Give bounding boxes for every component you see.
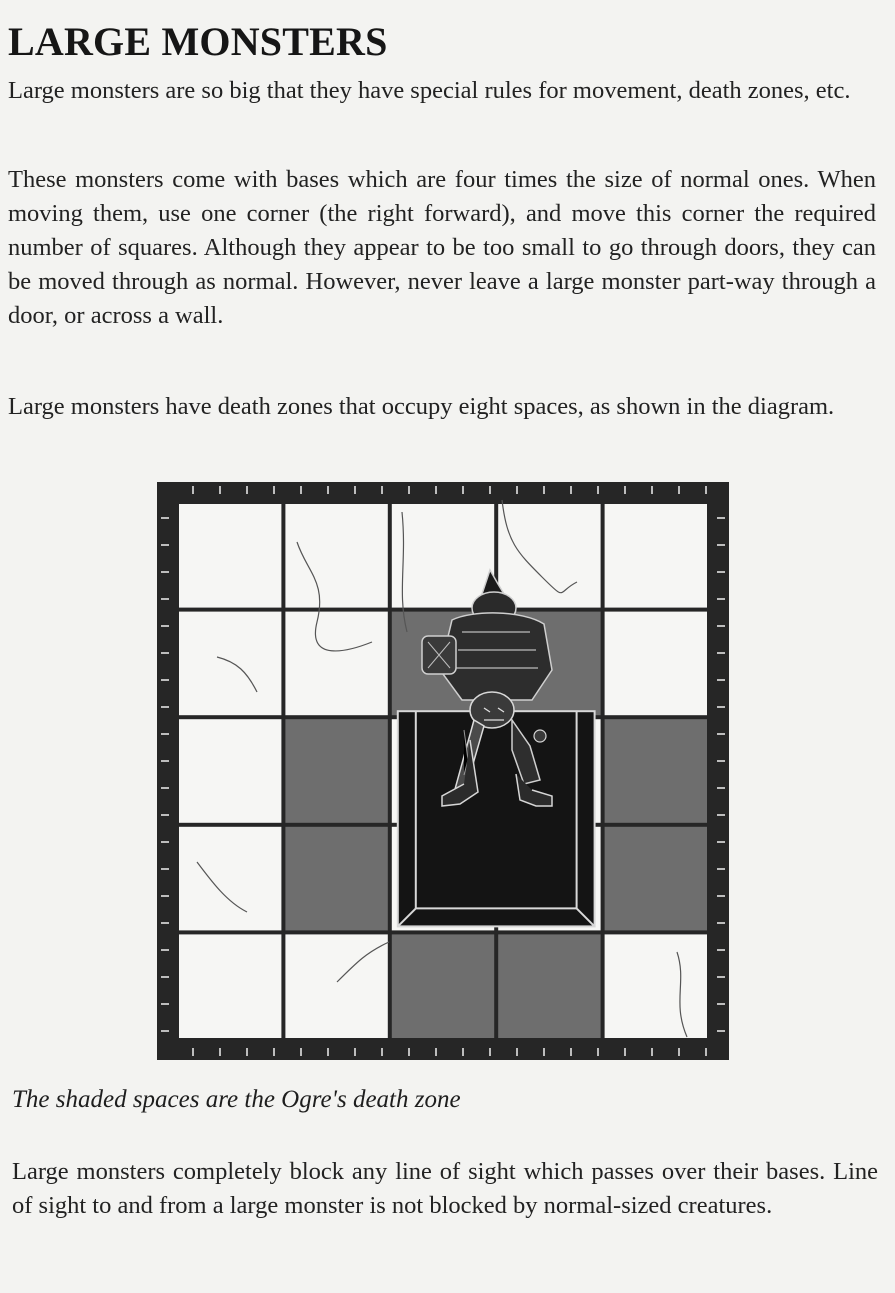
death-zone-cell	[498, 934, 600, 1038]
floor-cell	[285, 612, 387, 716]
floor-cell	[179, 504, 281, 608]
diagram-caption: The shaded spaces are the Ogre's death zone	[12, 1086, 461, 1113]
floor-cell	[285, 504, 387, 608]
death-zone-paragraph: Large monsters have death zones that occupy eight spaces, as shown in the diagram.	[8, 393, 835, 420]
movement-rules-paragraph: These monsters come with bases which are four times the size of normal ones. When moving them, use one corner (the right forward), and move this corner the required number of squares. Although they appear to be too small to go through doors, they can be moved through as normal. However, never leave a large monster part-way through a door, or across a wall.	[8, 166, 876, 329]
floor-cell	[285, 934, 387, 1038]
death-zone-cell	[392, 934, 494, 1038]
floor-cell	[498, 504, 600, 608]
floor-cell	[392, 504, 494, 608]
floor-cell	[605, 504, 707, 608]
section-heading: LARGE MONSTERS	[8, 19, 388, 64]
death-zone-cell	[285, 719, 387, 823]
intro-paragraph: Large monsters are so big that they have special rules for movement, death zones, etc.	[8, 77, 851, 104]
line-of-sight-paragraph: Large monsters completely block any line of sight which passes over their bases. Line of sight to and from a large monster is not blocked by normal-sized creatures.	[12, 1158, 878, 1219]
death-zone-cell	[605, 719, 707, 823]
death-zone-cell	[605, 827, 707, 931]
board-grid	[157, 482, 729, 1060]
floor-cell	[179, 612, 281, 716]
floor-cell	[179, 934, 281, 1038]
floor-cell	[179, 719, 281, 823]
floor-cell	[179, 827, 281, 931]
death-zone-cell	[285, 827, 387, 931]
monster-base	[398, 711, 595, 926]
floor-cell	[605, 934, 707, 1038]
death-zone-diagram	[157, 482, 729, 1060]
floor-cell	[605, 612, 707, 716]
